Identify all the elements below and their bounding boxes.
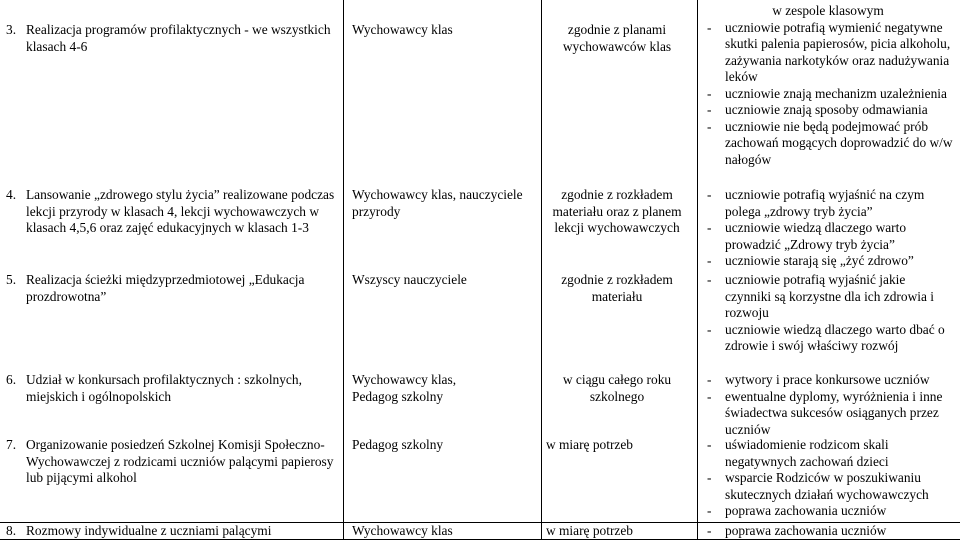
timing-text: w miarę potrzeb bbox=[546, 523, 633, 538]
responsible-cell bbox=[352, 437, 537, 454]
action-text: Rozmowy indywidualne z uczniami palącymi bbox=[26, 523, 272, 538]
action-cell bbox=[6, 272, 336, 305]
timing-cell bbox=[546, 187, 688, 237]
effect-item: - uczniowie znają sposoby odmawiania bbox=[707, 102, 928, 117]
effect-item: - uczniowie wiedzą dlaczego warto prowadzić „Zdrowy tryb życia” bbox=[707, 220, 907, 252]
effect-item: - uczniowie starają się „żyć zdrowo” bbox=[707, 253, 914, 268]
responsible-text: Wychowawcy klas bbox=[352, 523, 453, 538]
responsible-cell bbox=[352, 272, 537, 289]
action-text: Lansowanie „zdrowego stylu życia” realizowane podczas lekcji przyrody w klasach 4, lekcji wychowawczych w klasach 4,5,6 oraz zajęć edukacyjnych w klasach 1-3 bbox=[26, 187, 335, 235]
column-divider bbox=[697, 0, 698, 540]
action-text: Udział w konkursach profilaktycznych : szkolnych, miejskich i ogólnopolskich bbox=[26, 372, 302, 404]
responsible-cell bbox=[352, 187, 537, 220]
timing-cell bbox=[546, 523, 688, 540]
responsible-text: Wychowawcy klas, nauczyciele przyrody bbox=[352, 187, 523, 219]
effect-item: - uczniowie znają mechanizm uzależnienia bbox=[707, 85, 947, 101]
timing-cell bbox=[546, 437, 688, 454]
action-text: Organizowanie posiedzeń Szkolnej Komisji Społeczno-Wychowawczej z rodzicami uczniów palącymi papierosy lub pijącymi alkohol bbox=[26, 437, 334, 485]
effects-cell bbox=[703, 187, 953, 270]
responsible-text: Wszyscy nauczyciele bbox=[352, 272, 467, 287]
row-number: 5. bbox=[6, 272, 17, 287]
effect-item: - wytwory i prace konkursowe uczniów bbox=[707, 372, 930, 387]
responsible-text: Pedagog szkolny bbox=[352, 437, 444, 452]
effects-cell bbox=[703, 3, 953, 168]
effect-item: - ewentualne dyplomy, wyróżnienia i inne świadectwa sukcesów osiąganych przez uczniów bbox=[707, 388, 943, 437]
responsible-cell bbox=[352, 372, 492, 405]
effect-item: - uczniowie nie będą podejmować prób zachowań mogących doprowadzić do w/w nałogów bbox=[707, 118, 953, 167]
effects-cell bbox=[703, 523, 953, 540]
column-divider bbox=[343, 0, 344, 540]
effects-cell bbox=[703, 372, 953, 438]
timing-text: w miarę potrzeb bbox=[546, 437, 633, 452]
effects-cell bbox=[703, 437, 953, 520]
row-number: 3. bbox=[6, 22, 17, 37]
row-number: 8. bbox=[6, 523, 17, 538]
responsible-cell bbox=[352, 523, 537, 540]
effect-item: - wsparcie Rodziców w poszukiwaniu skutecznych działań wychowawczych bbox=[707, 470, 929, 502]
effect-item: - uczniowie potrafią wymienić negatywne skutki palenia papierosów, picia alkoholu, zażywania narkotyków oraz nadużywania leków bbox=[707, 19, 951, 84]
action-text: Realizacja programów profilaktycznych - we wszystkich klasach 4-6 bbox=[26, 22, 331, 54]
effects-cell bbox=[703, 272, 953, 355]
row-number: 7. bbox=[6, 437, 17, 452]
row-number: 4. bbox=[6, 187, 17, 202]
timing-text: zgodnie z planami wychowawców klas bbox=[562, 22, 672, 54]
action-cell bbox=[6, 523, 336, 540]
effect-item: - poprawa zachowania uczniów bbox=[707, 503, 887, 518]
timing-text: zgodnie z rozkładem materiału oraz z planem lekcji wychowawczych bbox=[552, 187, 682, 235]
effect-item: - poprawa zachowania uczniów bbox=[707, 523, 887, 538]
responsible-cell bbox=[352, 22, 537, 39]
effect-item: - uczniowie wiedzą dlaczego warto dbać o zdrowie i swój właściwy rozwój bbox=[707, 321, 945, 353]
timing-cell bbox=[546, 272, 688, 305]
action-cell bbox=[6, 187, 336, 237]
responsible-text: Wychowawcy klas bbox=[352, 22, 453, 37]
action-cell bbox=[6, 437, 336, 487]
column-divider bbox=[541, 0, 542, 540]
effects-intro: w zespole klasowym bbox=[772, 3, 884, 18]
row-number: 6. bbox=[6, 372, 17, 387]
effect-item: - uczniowie potrafią wyjaśnić na czym polega „zdrowy tryb życia” bbox=[707, 187, 925, 219]
timing-text: w ciągu całego roku szkolnego bbox=[562, 372, 672, 404]
action-text: Realizacja ścieżki międzyprzedmiotowej „Edukacja prozdrowotna” bbox=[26, 272, 305, 304]
effect-item: - uświadomienie rodzicom skali negatywnych zachowań dzieci bbox=[707, 437, 889, 469]
timing-text: zgodnie z rozkładem materiału bbox=[561, 272, 673, 304]
timing-cell bbox=[546, 372, 688, 405]
action-cell bbox=[6, 22, 336, 55]
timing-cell bbox=[546, 22, 688, 55]
action-cell bbox=[6, 372, 336, 405]
effect-item: - uczniowie potrafią wyjaśnić jakie czynniki są korzystne dla ich zdrowia i rozwoju bbox=[707, 272, 934, 320]
responsible-text: Wychowawcy klas, Pedagog szkolny bbox=[352, 372, 457, 404]
